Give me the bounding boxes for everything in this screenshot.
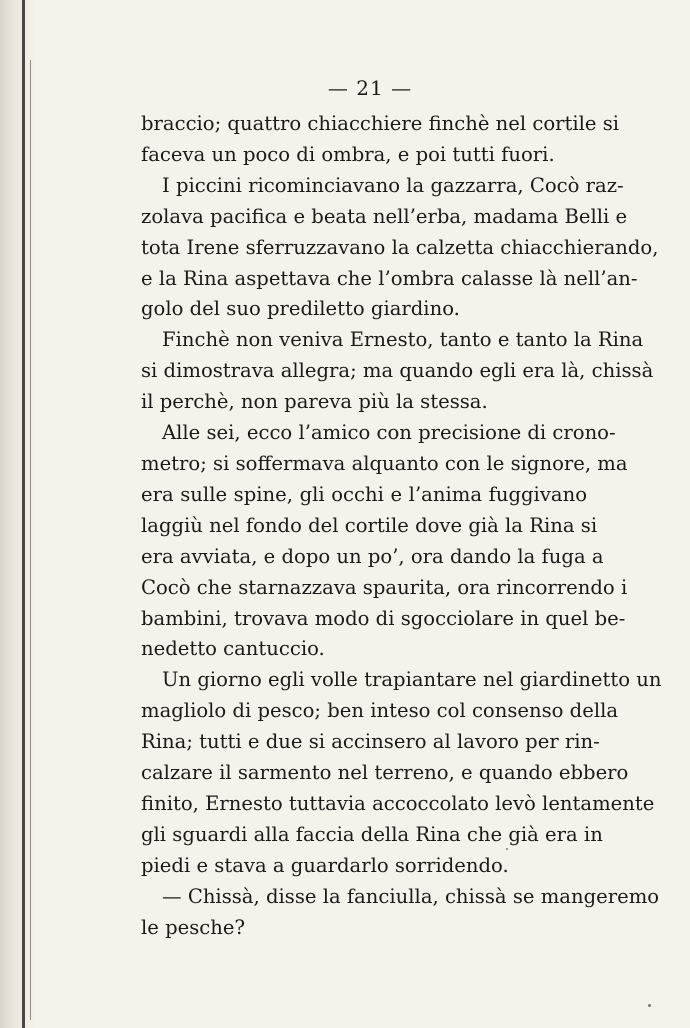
text-line: le pesche?	[141, 915, 245, 939]
paragraph	[141, 171, 659, 326]
paragraph	[141, 418, 628, 665]
paragraph	[141, 325, 654, 418]
text-line: bambini, trovava modo di sgocciolare in quel be-	[141, 606, 626, 630]
dust-speck	[648, 1004, 651, 1007]
text-line: Finchè non veniva Ernesto, tanto e tanto la Rina	[162, 328, 644, 352]
text-line: I piccini ricominciavano la gazzarra, Cocò raz-	[162, 173, 624, 197]
text-line: — Chissà, disse la fanciulla, chissà se mangeremo	[162, 884, 660, 908]
body-text	[141, 109, 662, 943]
text-line: magliolo di pesco; ben inteso col consenso della	[141, 699, 619, 723]
text-line: finito, Ernesto tuttavia accoccolato levò lentamente	[141, 791, 655, 815]
text-line: era sulle spine, gli occhi e l’anima fuggivano	[141, 482, 587, 506]
dust-speck	[506, 848, 508, 850]
text-line: golo del suo prediletto giardino.	[141, 297, 460, 321]
text-line: nedetto cantuccio.	[141, 637, 325, 661]
text-line: si dimostrava allegra; ma quando egli era là, chissà	[141, 359, 654, 383]
text-line: Cocò che starnazzava spaurita, ora rincorrendo i	[141, 575, 628, 599]
paragraph	[141, 109, 620, 171]
text-line: tota Irene sferruzzavano la calzetta chiacchierando,	[141, 235, 659, 259]
text-line: piedi e stava a guardarlo sorridendo.	[141, 853, 509, 877]
text-line: Rina; tutti e due si accinsero al lavoro per rin-	[141, 730, 600, 754]
paragraph	[141, 665, 662, 881]
text-line: metro; si soffermava alquanto con le signore, ma	[141, 451, 628, 475]
text-line: faceva un poco di ombra, e poi tutti fuori.	[141, 142, 555, 166]
text-line: calzare il sarmento nel terreno, e quando ebbero	[141, 761, 629, 785]
text-line: Un giorno egli volle trapiantare nel giardinetto un	[162, 668, 662, 692]
text-line: Alle sei, ecco l’amico con precisione di crono-	[162, 421, 616, 445]
paragraph	[141, 882, 660, 944]
text-line: gli sguardi alla faccia della Rina che già era in	[141, 822, 603, 846]
text-line: e la Rina aspettava che l’ombra calasse là nell’an-	[141, 266, 638, 290]
text-line: il perchè, non pareva più la stessa.	[141, 390, 488, 414]
text-line: zolava pacifica e beata nell’erba, madama Belli e	[141, 204, 628, 228]
text-line: braccio; quattro chiacchiere finchè nel cortile si	[141, 112, 620, 135]
binding-line	[22, 0, 25, 1028]
binding-line-thin	[30, 60, 31, 1020]
page-number: — 21 —	[327, 76, 413, 100]
text-line: era avviata, e dopo un po’, ora dando la fuga a	[141, 544, 604, 568]
text-line: laggiù nel fondo del cortile dove già la Rina si	[141, 513, 598, 537]
